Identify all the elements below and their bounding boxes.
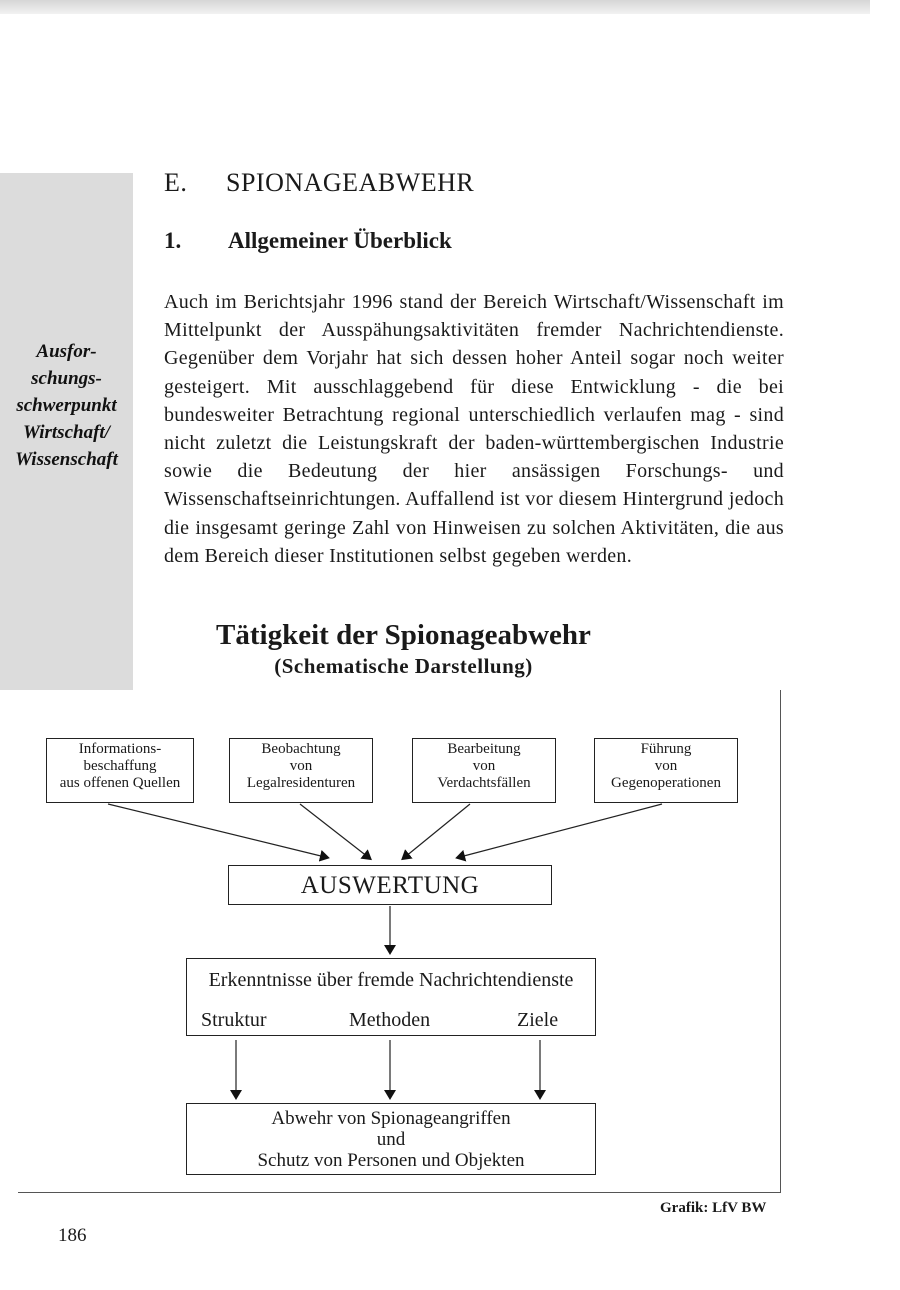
margin-note-line: Wissenschaft [15,449,118,470]
source-box-open-sources [46,738,194,803]
body-paragraph: Auch im Berichtsjahr 1996 stand der Bereich Wirtschaft/Wissenschaft im Mittelpunkt der Ausspähungsaktivitäten fremder Nachrichtendienste. Gegenüber dem Vorjahr hat sich dessen hoher Anteil sogar noch weiter gesteigert. Mit ausschlaggebend für diese Entwicklung - die bei bundesweiter Betrachtung regional unterschiedlich verlaufen mag - sind nicht zuletzt die Leistungskraft der baden-württembergischen Industrie sowie die Bedeutung der hier ansässigen Forschungs- und Wissenschaftseinrichtungen. Auffallend ist vor diesem Hintergrund jedoch die insgesamt geringe Zahl von Hinweisen zu solchen Aktivitäten, die aus dem Bereich dieser Institutionen selbst gegeben werden. [164,291,784,567]
source-box-line: von [654,758,678,774]
source-box-line: Bearbeitung [447,741,521,757]
findings-item-methods: Methoden [349,1009,431,1031]
source-box-line: von [289,758,313,774]
source-box-counter-operations [594,738,738,803]
source-box-line: aus offenen Quellen [59,775,181,791]
source-box-line: Beobachtung [261,741,341,757]
findings-item-structure: Struktur [201,1009,267,1031]
scan-edge [0,0,870,14]
findings-box [186,958,596,1036]
margin-note [0,338,133,473]
source-box-line: Gegenoperationen [611,775,721,791]
page-number: 186 [58,1225,87,1246]
figure-subtitle: (Schematische Darstellung) [274,654,533,678]
source-box-line: Führung [640,741,692,757]
source-box-line: Legalresidenturen [246,775,356,791]
source-box-suspicion-cases [412,738,556,803]
section-number: 1. [164,228,182,253]
margin-note-line: schwerpunkt [16,395,117,416]
margin-note-line: Wirtschaft/ [23,422,110,443]
chapter-number: E. [164,168,188,197]
source-box-line: von [472,758,496,774]
section-title: Allgemeiner Überblick [228,228,452,253]
source-box-line: beschaffung [83,758,157,774]
section-heading [164,228,452,254]
margin-note-line: Ausfor- [36,341,97,362]
chapter-heading [164,168,474,198]
evaluation-box: AUSWERTUNG [228,865,552,905]
result-line: Schutz von Personen und Objekten [257,1150,525,1171]
figure-title: Tätigkeit der Spionageabwehr [216,619,591,651]
figure-credit: Grafik: LfV BW [660,1200,767,1216]
result-box [186,1103,596,1175]
source-box-line: Verdachtsfällen [437,775,531,791]
result-line: und [376,1129,406,1150]
source-box-line: Informations- [78,741,162,757]
chapter-title: SPIONAGEABWEHR [226,168,475,197]
findings-title: Erkenntnisse über fremde Nachrichtendienste [208,969,574,991]
source-box-legal-residencies [229,738,373,803]
findings-item-goals: Ziele [517,1009,559,1031]
margin-note-line: schungs- [31,368,102,389]
result-line: Abwehr von Spionageangriffen [271,1108,511,1129]
